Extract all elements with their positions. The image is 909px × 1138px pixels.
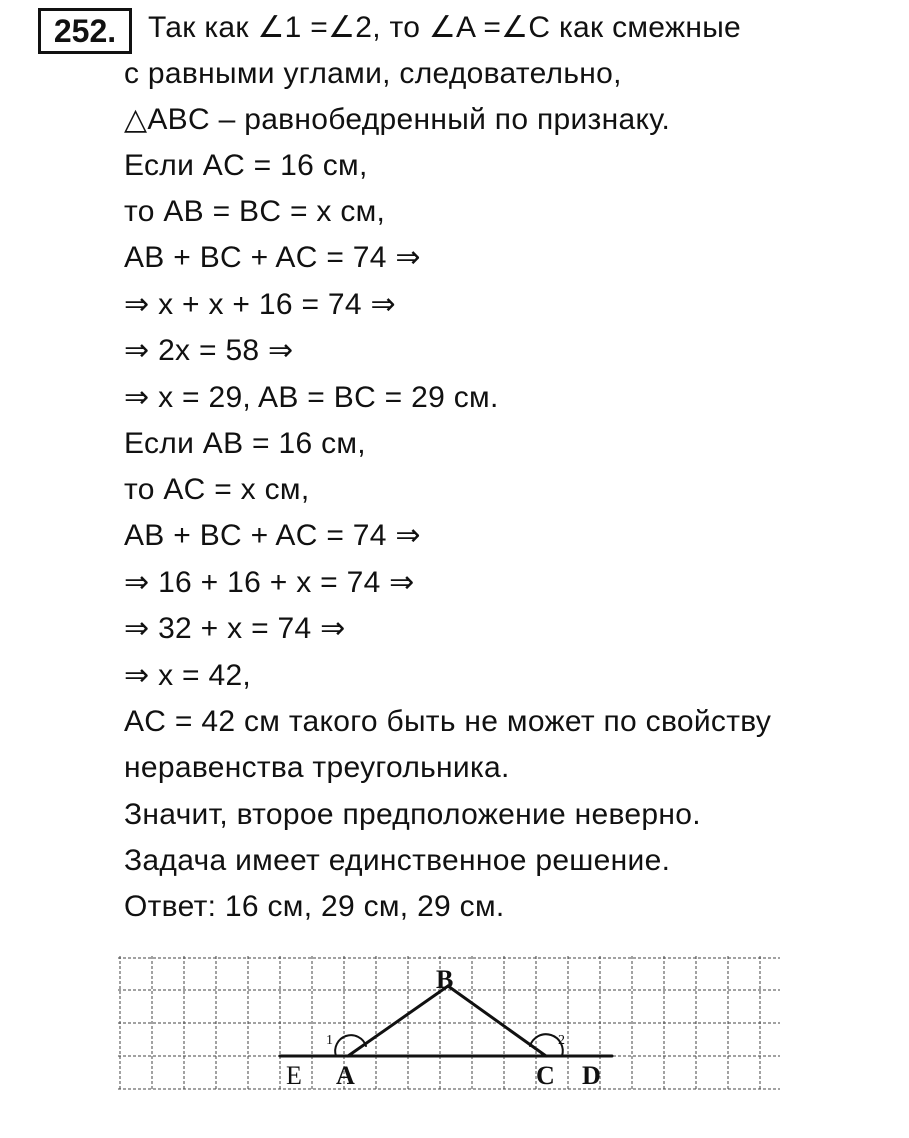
label-angle-2: 2 bbox=[558, 1033, 565, 1048]
solution-line: с равными углами, следовательно, bbox=[124, 57, 622, 90]
solution-line: Ответ: 16 см, 29 см, 29 см. bbox=[124, 890, 505, 923]
triangle-figure bbox=[118, 956, 782, 1092]
solution-line: ⇒ 2x = 58 ⇒ bbox=[124, 334, 294, 367]
solution-line: ⇒ x = 42, bbox=[124, 659, 252, 692]
solution-line: то AC = x см, bbox=[124, 473, 310, 506]
solution-line: Если AC = 16 см, bbox=[124, 149, 368, 182]
label-c: C bbox=[536, 1061, 555, 1090]
label-d: D bbox=[582, 1061, 601, 1090]
side-ab bbox=[348, 986, 448, 1056]
label-angle-1: 1 bbox=[326, 1033, 333, 1048]
side-bc bbox=[448, 986, 546, 1056]
solution-line: AC = 42 см такого быть не может по свойству bbox=[124, 705, 772, 738]
solution-line: ⇒ x = 29, AB = BC = 29 см. bbox=[124, 381, 499, 414]
solution-line: Значит, второе предположение неверно. bbox=[124, 798, 701, 831]
solution-line: ⇒ 16 + 16 + x = 74 ⇒ bbox=[124, 566, 415, 599]
label-e: E bbox=[286, 1061, 302, 1090]
solution-line: △ABC – равнобедренный по признаку. bbox=[124, 103, 671, 136]
label-b: B bbox=[436, 965, 454, 994]
solution-line: Если AB = 16 см, bbox=[124, 427, 366, 460]
solution-line: ⇒ 32 + x = 74 ⇒ bbox=[124, 612, 346, 645]
solution-line: AB + BC + AC = 74 ⇒ bbox=[124, 519, 421, 552]
solution-line: Задача имеет единственное решение. bbox=[124, 844, 671, 877]
label-a: A bbox=[336, 1061, 355, 1090]
solution-line: AB + BC + AC = 74 ⇒ bbox=[124, 241, 421, 274]
solution-line: Так как ∠1 =∠2, то ∠A =∠C как смежные bbox=[148, 11, 742, 44]
solution-line: ⇒ x + x + 16 = 74 ⇒ bbox=[124, 288, 396, 321]
solution-line: то AB = BC = x см, bbox=[124, 195, 386, 228]
problem-number: 252. bbox=[38, 8, 132, 54]
solution-line: неравенства треугольника. bbox=[124, 751, 510, 784]
